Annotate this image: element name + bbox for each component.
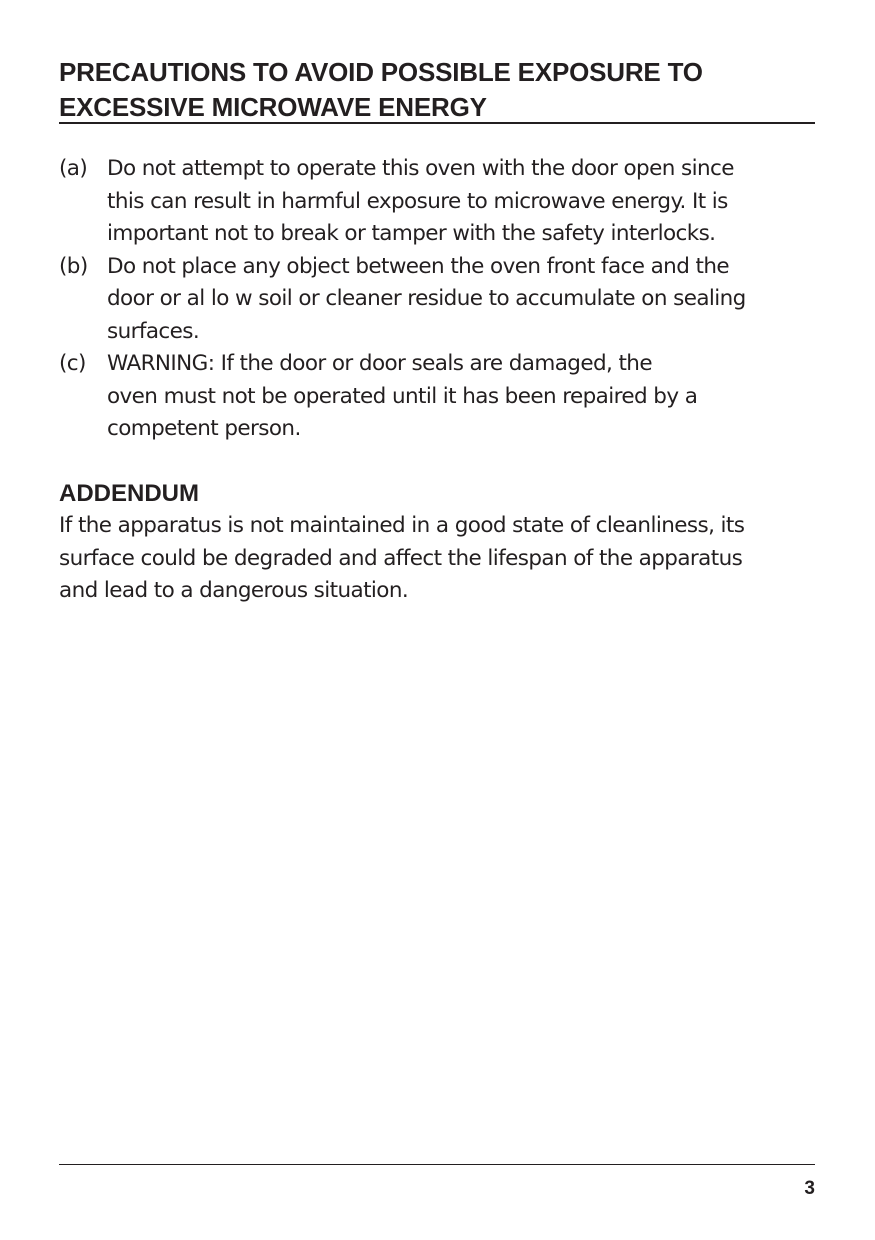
addendum-title: ADDENDUM bbox=[59, 480, 199, 507]
precaution-item-b bbox=[59, 251, 819, 349]
precautions-list bbox=[59, 153, 819, 446]
list-marker: (a) bbox=[59, 156, 88, 181]
heading-line: EXCESSIVE MICROWAVE ENERGY bbox=[59, 92, 487, 122]
list-marker: (c) bbox=[59, 351, 86, 376]
addendum-text-line: If the apparatus is not maintained in a good state of cleanliness, its bbox=[59, 513, 745, 538]
precaution-text-line: competent person. bbox=[107, 416, 301, 441]
precaution-text-line: important not to break or tamper with the safety interlocks. bbox=[107, 221, 716, 246]
precaution-text-line: this can result in harmful exposure to microwave energy. It is bbox=[107, 188, 728, 214]
addendum-text bbox=[59, 510, 819, 608]
precaution-text-line: Do not attempt to operate this oven with the door open since bbox=[107, 156, 734, 181]
heading-divider bbox=[59, 122, 815, 124]
precaution-text-line: WARNING: If the door or door seals are damaged, the bbox=[107, 351, 652, 376]
precaution-text-line: Do not place any object between the oven front face and the bbox=[107, 253, 729, 279]
page-number: 3 bbox=[804, 1178, 815, 1199]
precaution-item-c bbox=[59, 348, 819, 446]
heading-line: PRECAUTIONS TO AVOID POSSIBLE EXPOSURE TO bbox=[59, 57, 703, 87]
footer-divider bbox=[59, 1164, 815, 1165]
addendum-text-line: and lead to a dangerous situation. bbox=[59, 578, 409, 603]
precaution-text-line: surfaces. bbox=[107, 318, 200, 344]
precaution-item-a bbox=[59, 153, 819, 251]
page-heading bbox=[59, 55, 815, 125]
list-marker: (b) bbox=[59, 253, 88, 279]
addendum-text-line: surface could be degraded and affect the lifespan of the apparatus bbox=[59, 545, 743, 571]
precaution-text-line: oven must not be operated until it has been repaired by a bbox=[107, 383, 698, 409]
precaution-text-line: door or al lo w soil or cleaner residue to accumulate on sealing bbox=[107, 286, 746, 311]
